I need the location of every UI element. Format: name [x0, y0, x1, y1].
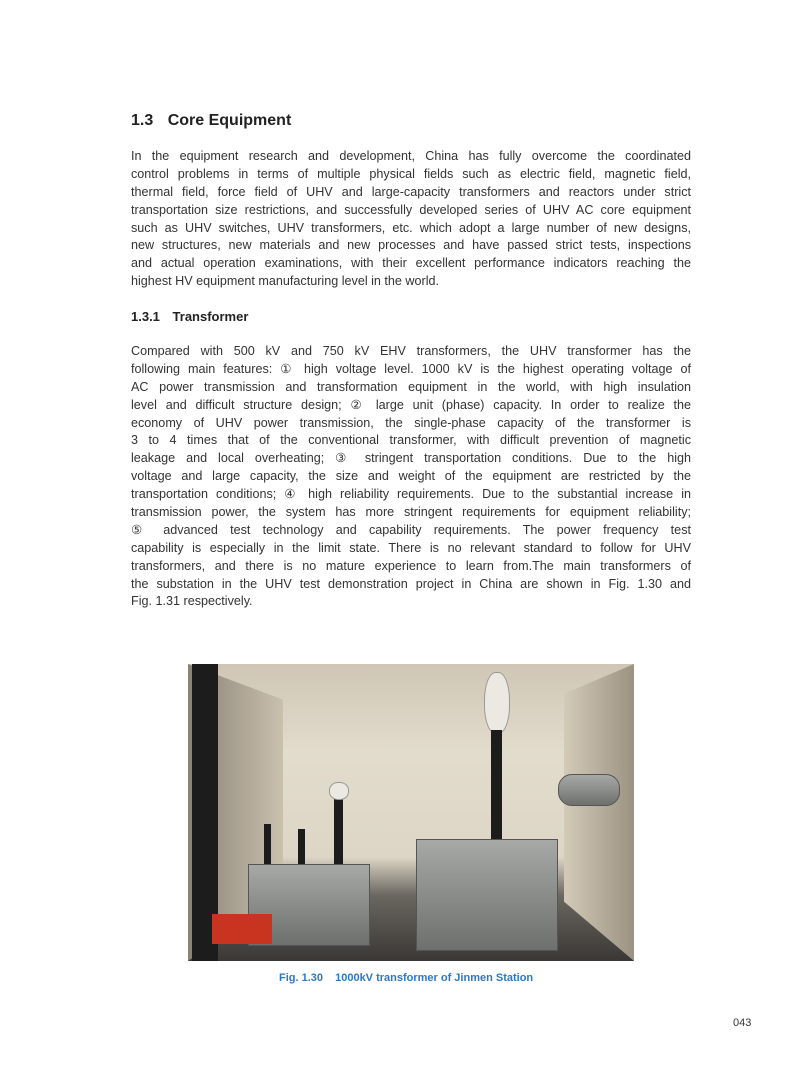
page-number: 043 [733, 1017, 752, 1029]
text-line: and actual operation examinations, with their excellent performance indicators reaching the [131, 256, 691, 271]
intro-paragraph [131, 148, 691, 291]
transformer-photo [188, 664, 634, 961]
bushing-top-insulator [484, 672, 510, 734]
subsection-heading [131, 309, 248, 324]
hall-wall-right [564, 664, 634, 961]
bushing-cap [329, 782, 349, 800]
text-line: control problems in terms of multiple physical fields such as electric field, magnetic field, [131, 166, 691, 181]
text-line: Fig. 1.31 respectively. [131, 594, 253, 609]
subsection-number: 1.3.1 [131, 309, 160, 324]
conservator-tank [558, 774, 620, 806]
figure-caption [279, 972, 533, 984]
text-line: 3 to 4 times that of the conventional transformer, with difficult prevention of magnetic [131, 433, 691, 448]
text-line: transformers, and there is no mature experience to learn from.The main transformers of [131, 558, 691, 573]
text-line: such as UHV switches, UHV transformers, etc. which adopt a large number of new designs, [131, 220, 691, 235]
text-line: economy of UHV power transmission, the single-phase capacity of the transformer is [131, 415, 691, 430]
section-number: 1.3 [131, 112, 154, 129]
section-title: Core Equipment [167, 112, 292, 129]
text-line: the substation in the UHV test demonstration project in China are shown in Fig. 1.30 and [131, 576, 691, 591]
text-line: leakage and local overheating; ③ stringent transportation conditions. Due to the high [131, 451, 691, 466]
text-line: level and difficult structure design; ② large unit (phase) capacity. In order to realize the [131, 397, 691, 412]
lift-vehicle [212, 914, 272, 944]
text-line: following main features: ① high voltage level. 1000 kV is the highest operating voltage of [131, 361, 691, 376]
text-line: transmission power, the system has more stringent requirements for equipment reliability; [131, 505, 691, 520]
text-line: transportation size restrictions, and successfully developed series of UHV AC core equipment [131, 202, 691, 217]
text-line: voltage and large capacity, the size and weight of the equipment are restricted by the [131, 469, 691, 484]
body-paragraph [131, 343, 691, 611]
text-line: new structures, new materials and new processes and have passed strict tests, inspections [131, 238, 691, 253]
text-line: highest HV equipment manufacturing level in the world. [131, 274, 440, 289]
bushing-small [334, 794, 343, 874]
figure-number: Fig. 1.30 [279, 972, 324, 984]
subsection-title: Transformer [172, 309, 249, 324]
figure-caption-text: 1000kV transformer of Jinmen Station [335, 972, 534, 984]
text-line: transportation conditions; ④ high reliability requirements. Due to the substantial increase in [131, 487, 691, 502]
text-line: ⑤ advanced test technology and capability requirements. The power frequency test [131, 522, 691, 537]
text-line: thermal field, force field of UHV and large-capacity transformers and reactors under strict [131, 184, 691, 199]
transformer-tank-right [416, 839, 558, 951]
text-line: capability is especially in the limit state. There is no relevant standard to follow for UHV [131, 540, 691, 555]
text-line: In the equipment research and development, China has fully overcome the coordinated [131, 149, 691, 163]
section-heading [131, 112, 291, 130]
text-line: Compared with 500 kV and 750 kV EHV transformers, the UHV transformer has the [131, 344, 691, 358]
text-line: AC power transmission and transformation equipment in the world, with high insulation [131, 379, 691, 394]
